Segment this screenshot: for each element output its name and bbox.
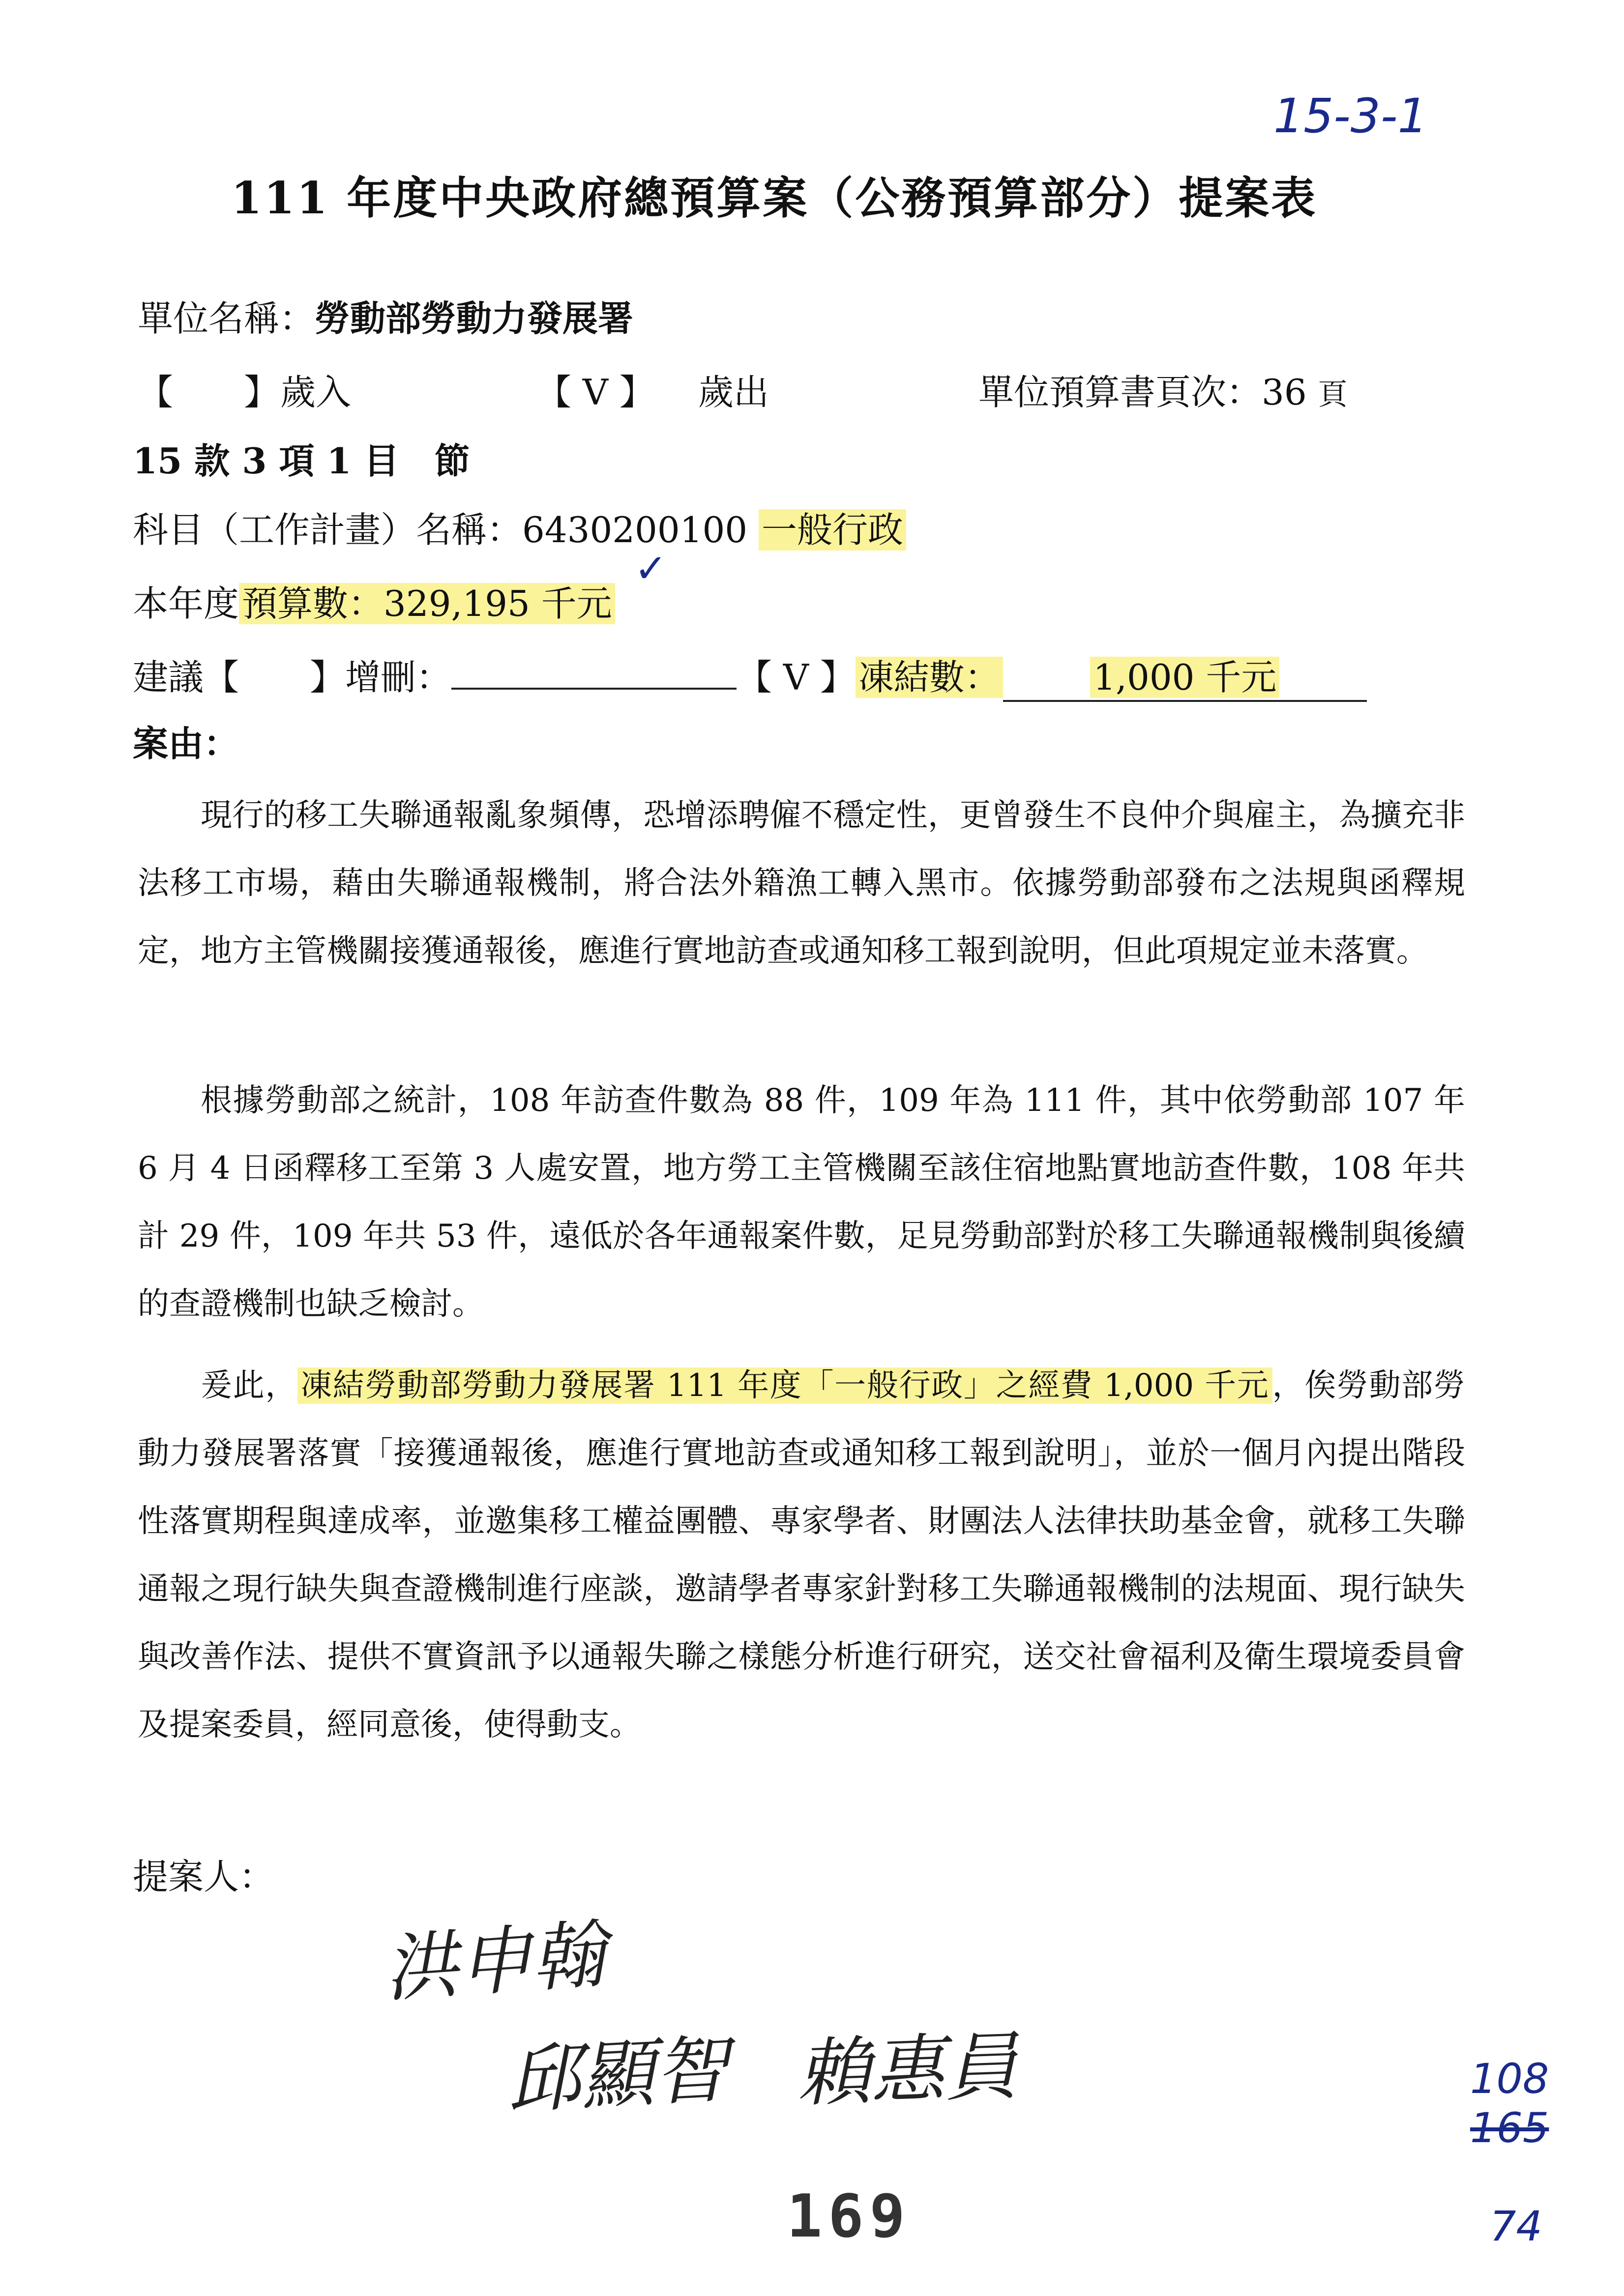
cut-checkbox-box: 【 】 [204,657,346,698]
handwritten-number-165-struck: 165 [1470,2104,1549,2152]
expense-label: 歲出 [698,372,769,413]
signature-3: 賴惠員 [795,2024,1020,2117]
proposal-row [133,649,1367,702]
subject-name: 一般行政 [759,509,906,551]
page-title: 111 年度中央政府總預算案（公務預算部分）提案表 [231,172,1318,224]
item-line: 15 款 3 項 1 目 節 [133,440,470,482]
paragraph-1-text: 現行的移工失聯通報亂象頻傳，恐增添聘僱不穩定性，更曾發生不良仲介與雇主，為擴充非法移工市場，藉由失聯通報機制，將合法外籍漁工轉入黑市。依據勞動部發布之法規與函釋規定，地方主管機關接獲通報後，應進行實地訪查或通知移工報到說明，但此項規定並未落實。 [138,797,1465,969]
proposer-label: 提案人： [133,1856,275,1897]
signature-1: 洪申翰 [381,1912,608,2013]
budget-page-reference [978,364,1348,415]
budget-page-value: 36 [1262,372,1307,413]
cut-label: 增刪： [345,657,452,698]
budget-row [133,575,615,626]
budget-prefix: 本年度 [133,583,239,624]
budget-label: 預算數： [242,583,384,624]
budget-value: 329,195 千元 [384,583,612,624]
unit-name-value: 勞動部勞動力發展署 [315,297,634,339]
reason-heading: 案由： [133,723,239,764]
paragraph-3-highlight: 凍結勞動部勞動力發展署 111 年度「一般行政」之經費 1,000 千元 [297,1367,1272,1404]
reason-paragraph-1 [138,782,1465,985]
income-label: 歲入 [280,372,352,413]
paragraph-2-text: 根據勞動部之統計，108 年訪查件數為 88 件，109 年為 111 件，其中依勞動部 107 年 6 月 4 日函釋移工至第 3 人處安置，地方勞工主管機關至該住宿地點實地訪查件數，108 年共計 29 件，109 年共 53 件，遠低於各年通報案件數，足見勞動部對於移工失聯通報機制與後續的查證機制也缺乏檢討。 [138,1082,1465,1322]
proposal-label: 建議 [133,657,204,698]
signature-2: 邱顯智 [504,2027,730,2124]
income-checkbox-box: 【 】 [138,372,280,413]
freeze-checkbox-box: 【 V 】 [737,657,856,698]
handwritten-number-108: 108 [1470,2055,1549,2103]
budget-page-label: 單位預算書頁次： [978,372,1262,413]
subject-label: 科目（工作計畫）名稱： [133,509,523,551]
paragraph-3-start: 爰此， [201,1367,298,1404]
expense-checkbox-box: 【 V 】 [536,372,655,413]
unit-name-row [138,290,633,341]
handwritten-number-74: 74 [1490,2202,1542,2250]
freeze-amount-line [1003,649,1367,702]
page-number: 169 [787,2182,911,2251]
budget-page-unit: 頁 [1318,378,1348,412]
freeze-label: 凍結數： [856,657,1003,698]
cut-amount-blank [451,658,737,690]
freeze-value: 1,000 千元 [1090,657,1279,698]
paragraph-3-rest: ，俟勞動部勞動力發展署落實「接獲通報後，應進行實地訪查或通知移工報到說明」，並於一個月內提出階段性落實期程與達成率，並邀集移工權益團體、專家學者、財團法人法律扶助基金會，就移工失聯通報之現行缺失與查證機制進行座談，邀請學者專家針對移工失聯通報機制的法規面、現行缺失與改善作法、提供不實資訊予以通報失聯之樣態分析進行研究，送交社會福利及衛生環境委員會及提案委員，經同意後，使得動支。 [138,1367,1466,1743]
handwritten-reference-number: 15-3-1 [1273,88,1428,144]
handwritten-checkmark: ✓ [634,546,668,591]
reason-paragraph-3 [138,1352,1465,1759]
reason-paragraph-2 [138,1067,1465,1338]
subject-code: 6430200100 [522,509,748,551]
unit-name-label: 單位名稱： [138,298,315,339]
subject-row [133,501,906,552]
